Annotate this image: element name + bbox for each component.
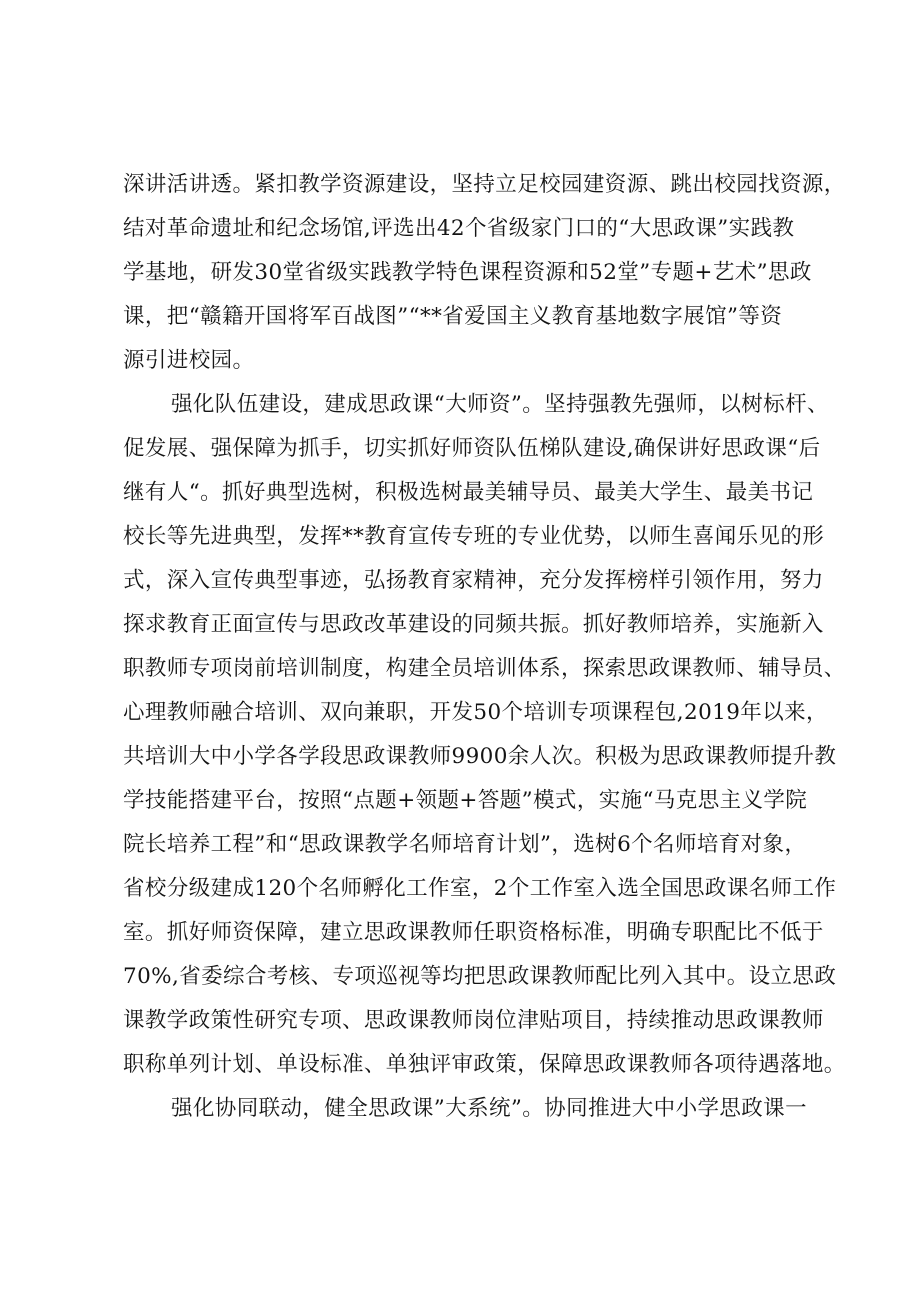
paragraph-heading-line: 强化队伍建设，建成思政课“大师资”。坚持强教先强师，以树标杆、 [171, 392, 829, 417]
paragraph-heading-line: 强化协同联动，健全思政课”大系统”。协同推进大中小学思政课一 [171, 1096, 807, 1121]
text-line: 学基地，研发30堂省级实践教学特色课程资源和52堂”专题+艺术”思政 [123, 260, 812, 285]
text-line: 职教师专项岗前培训制度，构建全员培训体系，探索思政课教师、辅导员、 [123, 656, 846, 681]
text-line: 院长培养工程”和“思政课教学名师培育计划”，选树6个名师培育对象， [123, 832, 807, 857]
text-line: 结对革命遗址和纪念场馆,评选出42个省级家门口的“大思政课”实践教 [123, 216, 795, 241]
text-line: 课，把“赣籍开国将军百战图”“**省爱国主义教育基地数字展馆”等资 [123, 304, 783, 329]
text-line: 探求教育正面宣传与思政改革建设的同频共振。抓好教师培养，实施新入 [123, 612, 824, 637]
text-line: 心理教师融合培训、双向兼职，开发50个培训专项课程包,2019年以来， [123, 700, 828, 725]
text-line: 省校分级建成120个名师孵化工作室，2个工作室入选全国思政课名师工作 [123, 876, 837, 901]
text-line: 学技能搭建平台，按照“点题+领题+答题”模式，实施“马克思主义学院 [123, 788, 808, 813]
text-line: 共培训大中小学各学段思政课教师9900余人次。积极为思政课教师提升教 [123, 744, 837, 769]
text-line: 继有人“。抓好典型选树，积极选树最美辅导员、最美大学生、最美书记 [123, 480, 814, 505]
text-line: 深讲活讲透。紧扣教学资源建设，坚持立足校园建资源、跳出校园找资源， [123, 172, 846, 197]
text-line: 室。抓好师资保障，建立思政课教师任职资格标准，明确专职配比不低于 [123, 920, 824, 945]
text-line: 源引进校园。 [123, 348, 255, 373]
text-line: 促发展、强保障为抓手，切实抓好师资队伍梯队建设,确保讲好思政课“后 [123, 436, 821, 461]
text-line: 70%,省委综合考核、专项巡视等均把思政课教师配比列入其中。设立思政 [123, 964, 837, 989]
text-line: 职称单列计划、单设标准、单独评审政策，保障思政课教师各项待遇落地。 [123, 1052, 846, 1077]
text-line: 课教学政策性研究专项、思政课教师岗位津贴项目，持续推动思政课教师 [123, 1008, 824, 1033]
text-line: 校长等先进典型，发挥**教育宣传专班的专业优势，以师生喜闻乐见的形 [123, 524, 825, 549]
text-line: 式，深入宣传典型事迹，弘扬教育家精神，充分发挥榜样引领作用，努力 [123, 568, 824, 593]
